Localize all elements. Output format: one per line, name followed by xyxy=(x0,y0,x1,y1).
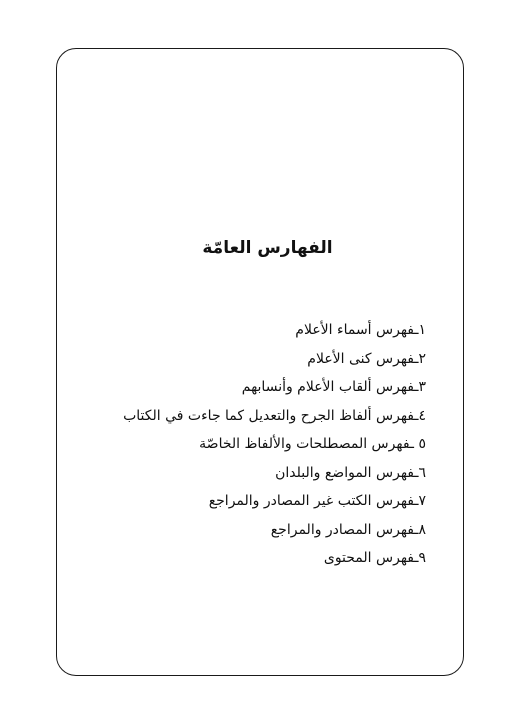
index-item-label: ٧ـفهرس الكتب غير المصادر والمراجع xyxy=(208,493,426,509)
index-item-6 xyxy=(86,463,426,492)
index-item-2 xyxy=(86,349,426,378)
index-item-8 xyxy=(86,520,426,549)
index-item-label: ٦ـفهرس المواضع والبلدان xyxy=(275,464,426,481)
index-item-label: ٩ـفهرس المحتوى xyxy=(323,550,426,566)
page-title xyxy=(0,238,523,258)
index-item-label: ٨ـفهرس المصادر والمراجع xyxy=(270,521,426,538)
index-item-3 xyxy=(86,377,426,406)
index-item-9 xyxy=(86,548,426,577)
index-item-label: ٢ـفهرس كنى الأعلام xyxy=(307,350,426,367)
index-item-label: ٣ـفهرس ألقاب الأعلام وأنسابهم xyxy=(241,379,426,395)
index-list xyxy=(86,320,426,577)
page-title-text: الفهارس العامّة xyxy=(202,238,333,258)
index-item-label: ٤ـفهرس ألفاظ الجرح والتعديل كما جاءت في الكتاب xyxy=(123,407,426,424)
index-item-label: ٥ ـفهرس المصطلحات والألفاظ الخاصّة xyxy=(199,436,426,452)
index-item-7 xyxy=(86,491,426,520)
index-item-label: ١ـفهرس أسماء الأعلام xyxy=(295,322,426,338)
index-item-1 xyxy=(86,320,426,349)
index-item-5 xyxy=(86,434,426,463)
index-item-4 xyxy=(86,406,426,435)
